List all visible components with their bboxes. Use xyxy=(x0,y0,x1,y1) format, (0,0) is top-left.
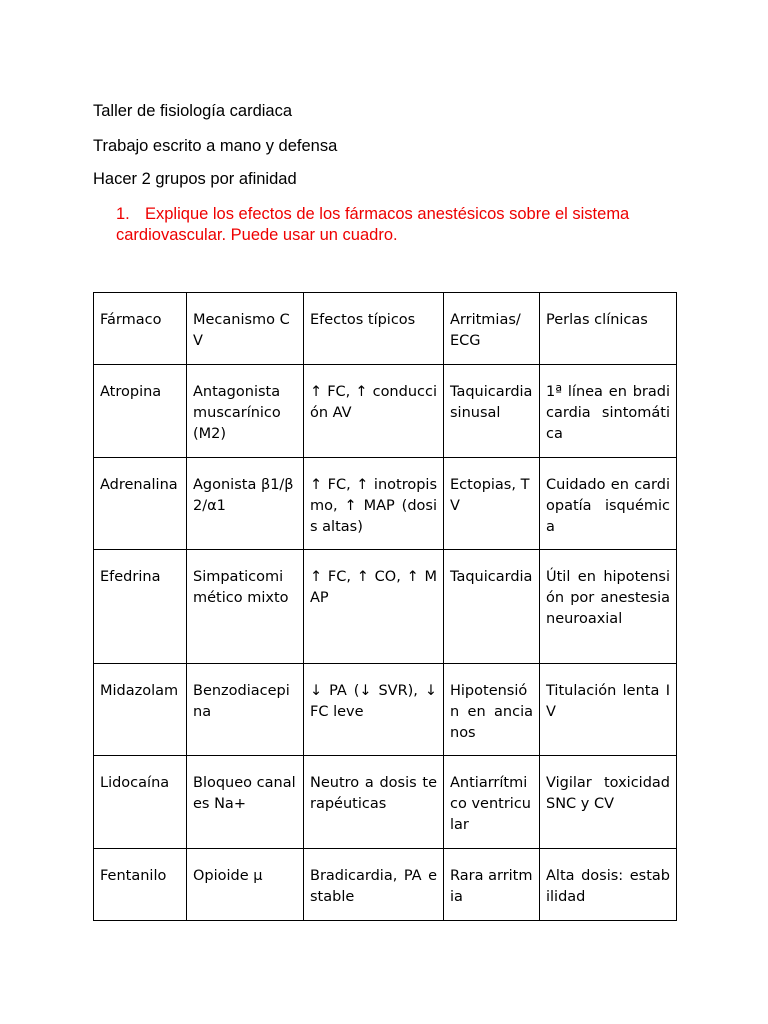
groups-line: Hacer 2 grupos por afinidad xyxy=(93,170,297,188)
table-cell: Opioide µ xyxy=(187,849,304,921)
table-cell: Agonista β1/β2/α1 xyxy=(187,458,304,550)
table-cell: ↑ FC, ↑ CO, ↑ MAP xyxy=(304,550,444,664)
table-cell: Cuidado en cardiopatía isquémica xyxy=(540,458,677,550)
table-cell: Simpaticomimético mixto xyxy=(187,550,304,664)
table-cell: Taquicardia sinusal xyxy=(444,365,540,458)
table-cell: Antagonista muscarínico (M2) xyxy=(187,365,304,458)
header-cell-farmaco: Fármaco xyxy=(94,293,187,365)
table-cell: ↑ FC, ↑ conducción AV xyxy=(304,365,444,458)
table-cell: Antiarrítmico ventricular xyxy=(444,756,540,849)
table-cell: 1ª línea en bradicardia sintomática xyxy=(540,365,677,458)
table-cell: ↓ PA (↓ SVR), ↓ FC leve xyxy=(304,664,444,756)
table-cell: Vigilar toxicidad SNC y CV xyxy=(540,756,677,849)
header-cell-perlas: Perlas clínicas xyxy=(540,293,677,365)
table-cell: Taquicardia xyxy=(444,550,540,664)
table-cell: Alta dosis: estabilidad xyxy=(540,849,677,921)
header-cell-mecanismo: Mecanismo CV xyxy=(187,293,304,365)
drug-effects-table xyxy=(93,292,677,921)
header-cell-arritmias: Arritmias/ ECG xyxy=(444,293,540,365)
table-cell: Titulación lenta IV xyxy=(540,664,677,756)
table-cell: Rara arritmia xyxy=(444,849,540,921)
table-cell: Atropina xyxy=(94,365,187,458)
table-cell: Efedrina xyxy=(94,550,187,664)
table-cell: Bradicardia, PA estable xyxy=(304,849,444,921)
question-item xyxy=(116,204,686,246)
table-cell: Ectopias, TV xyxy=(444,458,540,550)
table-cell: Adrenalina xyxy=(94,458,187,550)
question-text: Explique los efectos de los fármacos anestésicos sobre el sistema cardiovascular. Puede usar un cuadro. xyxy=(116,205,630,244)
table-cell: Bloqueo canales Na+ xyxy=(187,756,304,849)
header-cell-efectos: Efectos típicos xyxy=(304,293,444,365)
table-row xyxy=(94,550,677,664)
question-number: 1. xyxy=(116,205,130,223)
table-header-row xyxy=(94,293,677,365)
table-cell: Fentanilo xyxy=(94,849,187,921)
table-row xyxy=(94,849,677,921)
table-cell: Hipotensión en ancianos xyxy=(444,664,540,756)
table-row xyxy=(94,664,677,756)
table-row xyxy=(94,458,677,550)
table-cell: Útil en hipotensión por anestesia neuroaxial xyxy=(540,550,677,664)
table-cell: Lidocaína xyxy=(94,756,187,849)
table-cell: Neutro a dosis terapéuticas xyxy=(304,756,444,849)
table-cell: ↑ FC, ↑ inotropismo, ↑ MAP (dosis altas) xyxy=(304,458,444,550)
table-row xyxy=(94,365,677,458)
table-cell: Benzodiacepina xyxy=(187,664,304,756)
table-cell: Midazolam xyxy=(94,664,187,756)
assignment-line: Trabajo escrito a mano y defensa xyxy=(93,137,338,155)
workshop-title: Taller de fisiología cardiaca xyxy=(93,102,293,120)
table-row xyxy=(94,756,677,849)
